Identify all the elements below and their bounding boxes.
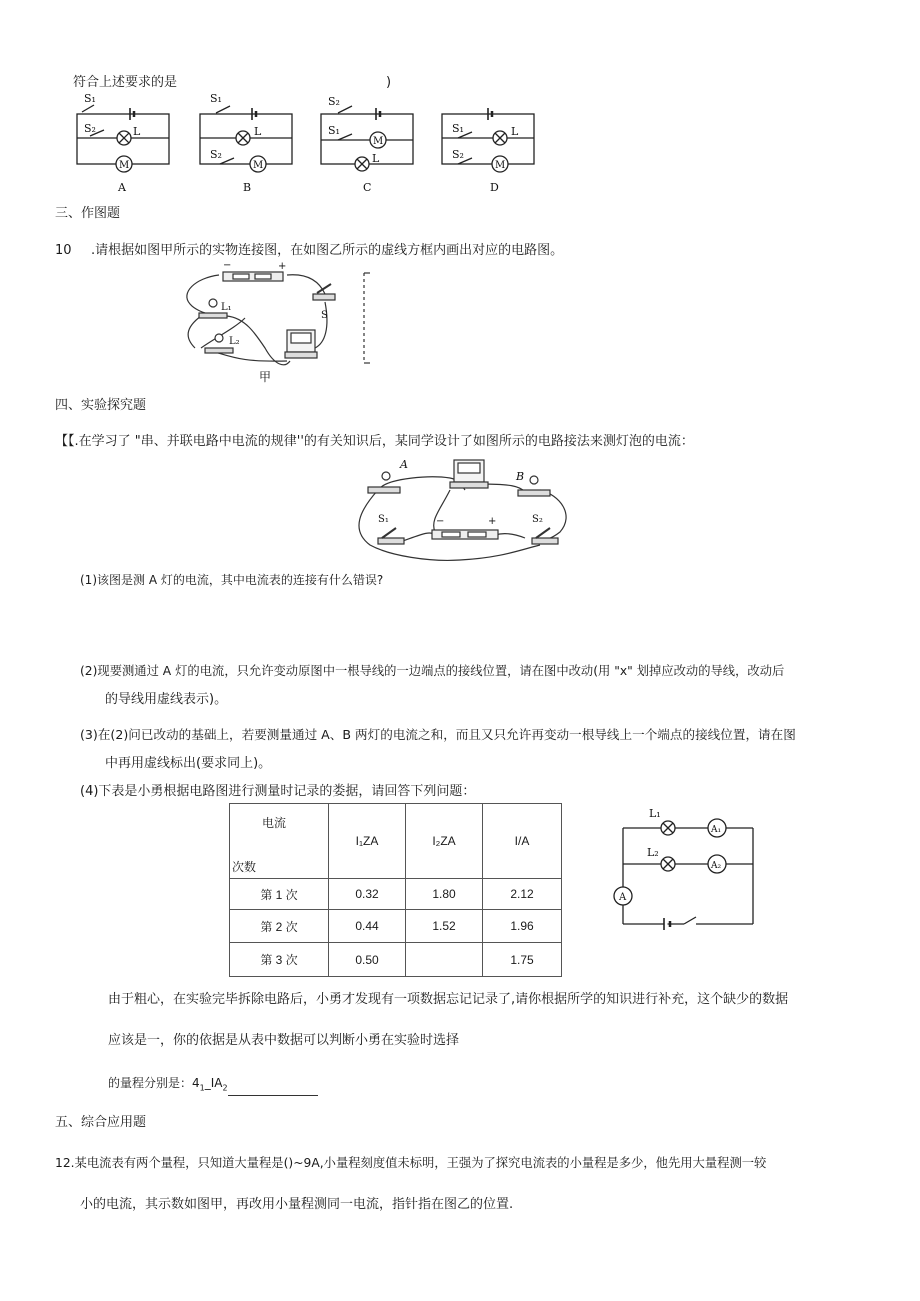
row-label: 第 2 次: [230, 910, 329, 943]
header-i: I/A: [483, 804, 562, 879]
q11-parallel-circuit: [600, 800, 770, 935]
table-corner-cell: [230, 804, 329, 879]
d-m-label: M: [495, 160, 506, 171]
q11-part-2-line-1: (2)现要测通过 A 灯的电流，只允许变动原图中一根导线的一边端点的接线位置，请在图中改动(用 "x" 划掉应改动的导线，改动后: [80, 664, 785, 678]
circuit-l2-label: L₂: [647, 846, 659, 859]
option-d-label: D: [490, 181, 499, 194]
option-b-label: B: [243, 181, 252, 194]
range-sub-2: 2: [222, 1083, 228, 1093]
row-label: 第 1 次: [230, 879, 329, 910]
q11-label-s2: S₂: [532, 514, 543, 525]
range-answer-blank[interactable]: [228, 1083, 318, 1096]
circuit-a1-label: A₁: [711, 825, 722, 835]
cell-i2: 1.52: [406, 910, 483, 943]
circuit-l1-label: L₁: [649, 807, 661, 820]
d-s2-label: S₂: [452, 148, 464, 161]
q9-prompt: 符合上述要求的是: [73, 75, 178, 90]
c-s2-label: S₂: [328, 95, 340, 108]
q9-circuit-options: [60, 88, 560, 198]
cell-i: 1.96: [483, 910, 562, 943]
q12-line-2: 小的电流，其示数如图甲，再改用小量程测同一电流，指针指在图乙的位置.: [80, 1197, 514, 1212]
header-i2: I₂ZA: [406, 804, 483, 879]
option-d-circuit: [442, 108, 534, 172]
b-s2-label: S₂: [210, 148, 222, 161]
q11-label-s1: S₁: [378, 514, 389, 525]
option-b-circuit: [200, 106, 292, 172]
c-m-label: M: [373, 136, 384, 147]
q11-range-answer: [108, 1075, 318, 1096]
q10-caption: 甲: [259, 370, 272, 384]
header-i1: I₁ZA: [329, 804, 406, 879]
range-sub-1: 1: [199, 1083, 205, 1093]
b-s1-label: S₁: [210, 92, 222, 105]
q11-physical-circuit: [350, 450, 580, 570]
q11-label-minus: −: [436, 516, 445, 527]
a-s2-label: S₂: [84, 122, 96, 135]
cell-i: 1.75: [483, 943, 562, 977]
q11-after-line-1: 由于粗心，在实验完毕拆除电路后，小勇才发现有一项数据忘记记录了,请你根据所学的知识进行补充，这个缺少的数据: [108, 992, 789, 1007]
range-mid: _IA: [204, 1076, 223, 1090]
option-a-label: A: [118, 181, 126, 194]
q11-label-plus: +: [488, 516, 497, 527]
b-m-label: M: [253, 160, 264, 171]
q11-data-table: [229, 803, 562, 977]
d-s1-label: S₁: [452, 122, 464, 135]
cell-i1: 0.50: [329, 943, 406, 977]
a-m-label: M: [119, 160, 130, 171]
b-l-label: L: [254, 125, 262, 138]
range-prefix: 的量程分别是：4: [108, 1076, 200, 1090]
c-l-label: L: [372, 152, 380, 165]
cell-i1: 0.44: [329, 910, 406, 943]
q11-after-line-2: 应该是一，你的依据是从表中数据可以判断小勇在实验时选择: [108, 1033, 460, 1048]
section-3-title: 三、作图题: [55, 206, 121, 221]
section-5-title: 五、综合应用题: [55, 1115, 147, 1130]
q11-label-a: A: [400, 458, 408, 471]
corner-bottom-label: 次数: [232, 860, 257, 874]
q11-part-3-line-2: 中再用虚线标出(要求同上)。: [105, 756, 272, 771]
q10-s: S: [321, 310, 328, 321]
a-l-label: L: [133, 125, 141, 138]
circuit-a2-label: A₂: [711, 861, 722, 871]
table-row: [230, 879, 562, 910]
q9-paren: ): [386, 75, 392, 90]
option-c-label: C: [363, 181, 372, 194]
q10-text: .请根据如图甲所示的实物连接图，在如图乙所示的虚线方框内画出对应的电路图。: [91, 243, 564, 258]
q10-l1: L₁: [221, 302, 232, 313]
table-header-row: [230, 804, 562, 879]
q12-line-1: 12.某电流表有两个量程，只知道大量程是()~9A,小量程刻度值未标明，王强为了探究电流表的小量程是多少，他先用大量程测一较: [55, 1156, 767, 1170]
circuit-a-label: A: [619, 892, 627, 903]
q11-part-1: (1)该图是测 A 灯的电流，其中电流表的连接有什么错误?: [80, 573, 384, 587]
q11-part-4: (4)下表是小勇根据电路图进行测量时记录的娄据，请回答下列问题：: [80, 784, 476, 799]
q11-label-b: B: [516, 470, 525, 483]
table-row: [230, 943, 562, 977]
q10-physical-circuit: [175, 258, 385, 388]
q11-part-2-line-2: 的导线用虚线表示)。: [105, 692, 228, 707]
cell-i1: 0.32: [329, 879, 406, 910]
q10-minus: −: [223, 260, 232, 271]
q11-part-3-line-1: (3)在(2)问已改动的基础上，若要测量通过 A、B 两灯的电流之和，而且又只允许再变动一根导线上一个端点的接线位置，请在图: [80, 727, 796, 742]
a-s1-label: S₁: [84, 92, 96, 105]
row-label: 第 3 次: [230, 943, 329, 977]
cell-i: 2.12: [483, 879, 562, 910]
section-4-title: 四、实验探究题: [55, 398, 147, 413]
c-s1-label: S₁: [328, 124, 340, 137]
q10-plus: +: [278, 261, 287, 272]
q10-l2: L₂: [229, 336, 240, 347]
cell-i2: [406, 943, 483, 977]
corner-top-label: 电流: [262, 816, 287, 830]
cell-i2: 1.80: [406, 879, 483, 910]
option-c-circuit: [321, 106, 413, 171]
q11-intro: 【【.在学习了 "串、并联电路中电流的规律''的有关知识后，某同学设计了如图所示的电路接法来测灯泡的电流：: [55, 434, 694, 449]
table-row: [230, 910, 562, 943]
d-l-label: L: [511, 125, 519, 138]
q10-number: 10: [55, 243, 72, 258]
